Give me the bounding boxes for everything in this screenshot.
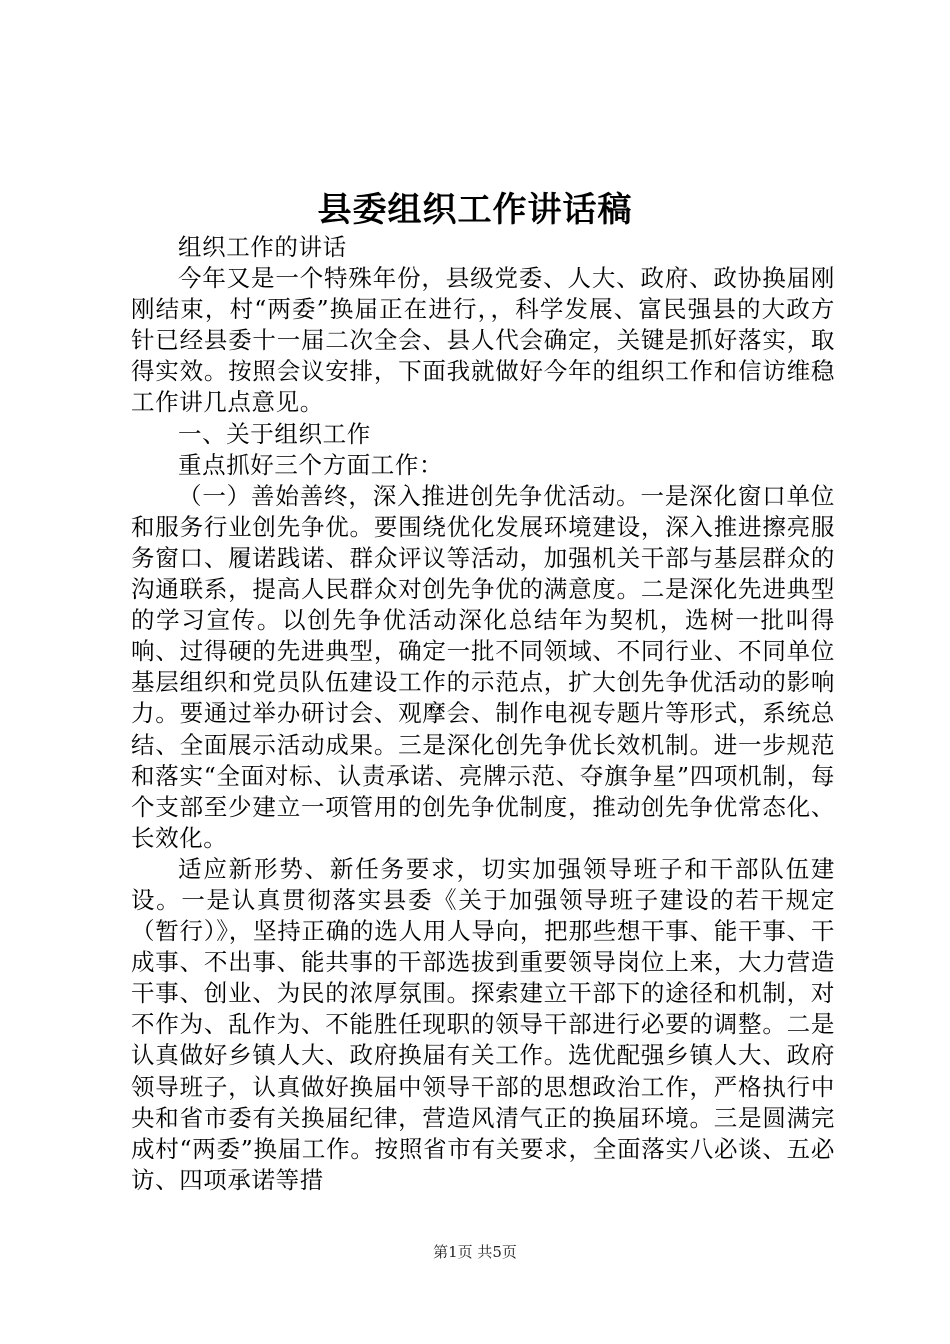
- page-footer: 第1页 共5页: [433, 1243, 517, 1261]
- section-heading: 一、关于组织工作: [178, 419, 371, 448]
- paragraph-focus: 重点抓好三个方面工作：: [178, 450, 444, 479]
- document-title: 县委组织工作讲话稿: [317, 190, 633, 230]
- paragraph-item-1: （一）善始善终，深入推进创先争优活动。一是深化窗口单位和服务行业创先争优。要围绕优化发展环境建设，深入推进擦亮服务窗口、履诺践诺、群众评议等活动，加强机关干部与基层群众的沟通联系，提高人民群众对创先争优的满意度。二是深化先进典型的学习宣传。以创先争优活动深化总结年为契机，选树一批叫得响、过得硬的先进典型，确定一批不同领域、不同行业、不同单位基层组织和党员队伍建设工作的示范点，扩大创先争优活动的影响力。要通过举办研讨会、观摩会、制作电视专题片等形式，系统总结、全面展示活动成果。三是深化创先争优长效机制。进一步规范和落实“全面对标、认责承诺、亮牌示范、夺旗争星”四项机制，每个支部至少建立一项管用的创先争优制度，推动创先争优常态化、长效化。: [131, 481, 835, 852]
- paragraph-subtitle: 组织工作的讲话: [178, 233, 347, 261]
- paragraph-intro: 今年又是一个特殊年份，县级党委、人大、政府、政协换届刚刚结束，村“两委”换届正在进行，，科学发展、富民强县的大政方针已经县委十一届二次全会、县人代会确定，关键是抓好落实，取得实效。按照会议安排，下面我就做好今年的组织工作和信访维稳工作讲几点意见。: [131, 264, 835, 417]
- document-body: [131, 232, 835, 1196]
- paragraph-item-2: 适应新形势、新任务要求，切实加强领导班子和干部队伍建设。一是认真贯彻落实县委《关于加强领导班子建设的若干规定（暂行）》，坚持正确的选人用人导向，把那些想干事、能干事、干成事、不出事、能共事的干部选拔到重要领导岗位上来，大力营造干事、创业、为民的浓厚氛围。探索建立干部下的途径和机制，对不作为、乱作为、不能胜任现职的领导干部进行必要的调整。二是认真做好乡镇人大、政府换届有关工作。选优配强乡镇人大、政府领导班子，认真做好换届中领导干部的思想政治工作，严格执行中央和省市委有关换届纪律，营造风清气正的换届环境。三是圆满完成村“两委”换届工作。按照省市有关要求，全面落实八必谈、五必访、四项承诺等措: [131, 854, 835, 1194]
